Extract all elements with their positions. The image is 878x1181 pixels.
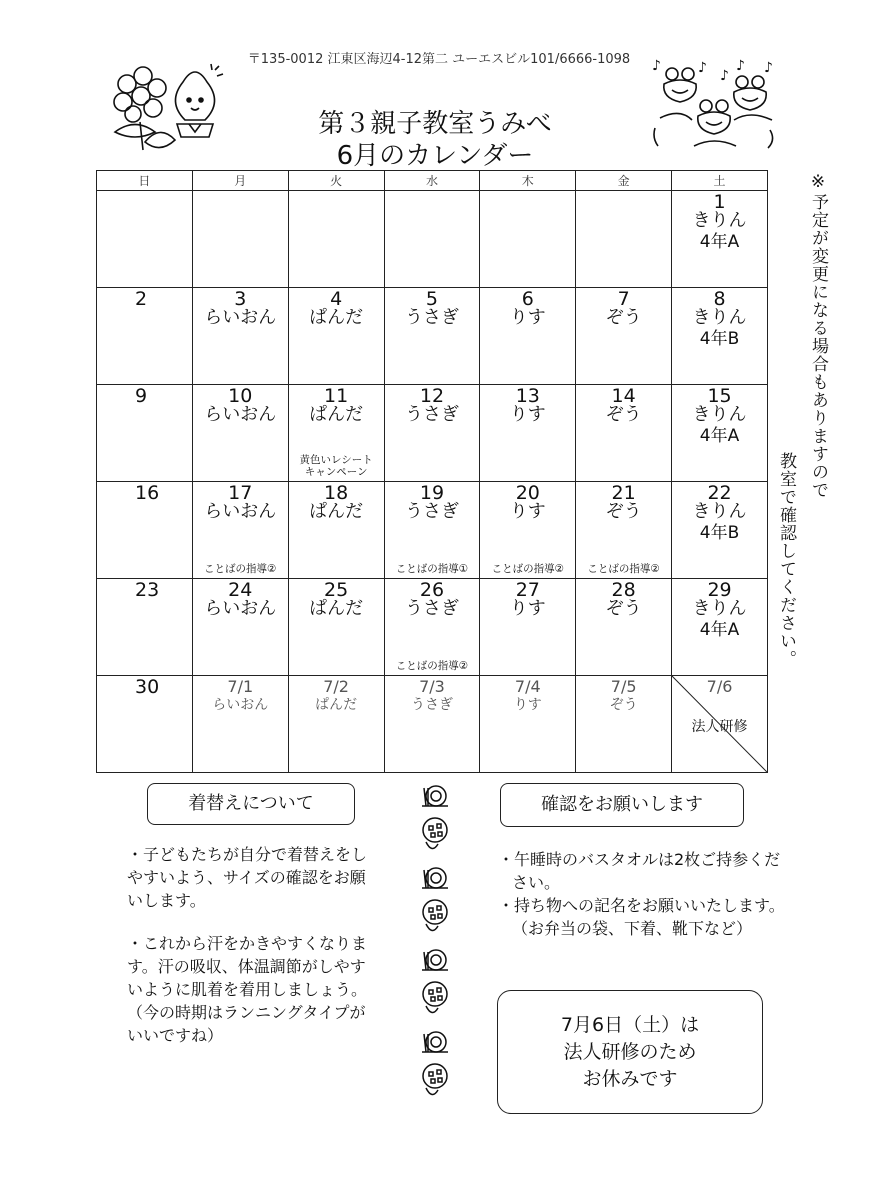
calendar-week-row [97, 385, 768, 482]
calendar-day-cell [288, 385, 384, 482]
class-name: りす [509, 598, 546, 619]
hydrangea-character-illustration [105, 62, 230, 157]
calendar-day-cell [192, 482, 288, 579]
class-name: ぞう [605, 598, 642, 619]
day-number: 25 [324, 579, 349, 601]
svg-text:♪: ♪ [652, 58, 661, 74]
calendar-day-cell [384, 676, 480, 773]
calendar-day-cell [576, 482, 672, 579]
calendar-day-cell [672, 385, 768, 482]
calendar-day-cell [192, 385, 288, 482]
class-name: らいおん [204, 404, 277, 425]
cell-note: ことばの指導② [395, 660, 469, 672]
day-number: 19 [419, 482, 445, 504]
day-number: 27 [515, 579, 540, 601]
class-name: ぱんだ [315, 697, 358, 713]
class-name: きりん [692, 501, 747, 522]
class-name: ぞう [605, 307, 642, 328]
calendar-week-row [97, 579, 768, 676]
snail-icon [418, 1024, 452, 1056]
day-number: 11 [324, 385, 349, 407]
weekday-thu: 木 [480, 171, 576, 191]
class-name: らいおん [204, 501, 277, 522]
confirm-in-class-note: 教室で確認してください。 [776, 452, 796, 668]
day-number: 29 [707, 579, 732, 601]
snail-icon [418, 860, 452, 892]
calendar-week-row [97, 191, 768, 288]
class-name: きりん [692, 210, 747, 231]
calendar-day-cell [576, 579, 672, 676]
calendar-day-cell [672, 288, 768, 385]
class-name: うさぎ [404, 404, 459, 425]
schedule-change-note: ※予定が変更になる場合もありますので [808, 172, 828, 499]
grade-label: 4年A [699, 620, 740, 640]
svg-text:♪: ♪ [720, 68, 729, 84]
day-number: 28 [611, 579, 636, 601]
class-name: ぱんだ [309, 307, 364, 328]
day-number: 3 [234, 288, 247, 310]
day-number: 16 [135, 482, 160, 504]
calendar-day-cell [97, 191, 193, 288]
hydrangea-icon [418, 1062, 452, 1100]
calendar-day-cell [672, 676, 768, 773]
calendar-table [96, 170, 768, 773]
calendar-day-cell [192, 579, 288, 676]
calendar-day-cell [480, 676, 576, 773]
class-name: ぞう [605, 404, 642, 425]
changing-clothes-paragraph-2: ・これから汗をかきやすくなります。汗の吸収、体温調節がしやすいように肌着を着用しましょう。（今の時期はランニングタイプがいいですね） [127, 934, 368, 1045]
calendar-day-cell [384, 191, 480, 288]
class-name: らいおん [204, 307, 277, 328]
calendar-week-row [97, 482, 768, 579]
title-line-2: 6月のカレンダー [336, 141, 534, 171]
svg-text:♪: ♪ [698, 60, 707, 76]
day-number: 15 [707, 385, 732, 407]
calendar-day-cell [576, 385, 672, 482]
day-number: 26 [419, 579, 445, 601]
day-number: 7/3 [419, 677, 445, 696]
day-number: 30 [135, 676, 160, 698]
day-number: 8 [713, 288, 726, 310]
day-number: 6 [521, 288, 534, 310]
class-name: ぞう [605, 501, 642, 522]
class-name: りす [509, 404, 546, 425]
day-number: 17 [228, 482, 253, 504]
snail-icon [418, 778, 452, 810]
hydrangea-icon [418, 898, 452, 936]
day-number: 18 [324, 482, 349, 504]
class-name: ぱんだ [309, 404, 364, 425]
day-number: 23 [135, 579, 160, 601]
day-number: 7 [617, 288, 630, 310]
class-name: りす [509, 307, 546, 328]
day-number: 7/6 [706, 677, 733, 696]
class-name: きりん [692, 598, 747, 619]
grade-label: 4年A [699, 232, 740, 252]
confirm-item-towel: ・午睡時のバスタオルは2枚ご持参ください。 [498, 850, 781, 892]
calendar-day-cell [672, 579, 768, 676]
please-confirm-heading: 確認をお願いします [500, 783, 744, 827]
day-number: 12 [419, 385, 445, 407]
calendar-day-cell [384, 482, 480, 579]
calendar-day-cell [672, 482, 768, 579]
weekday-tue: 火 [288, 171, 384, 191]
calendar-day-cell [97, 579, 193, 676]
calendar-day-cell [480, 579, 576, 676]
cell-note: 黄色いレシート キャンペーン [299, 454, 373, 478]
cell-cross-line [672, 676, 767, 772]
class-name: うさぎ [404, 307, 459, 328]
weekday-wed: 水 [384, 171, 480, 191]
calendar-day-cell [288, 191, 384, 288]
class-name: らいおん [204, 598, 277, 619]
calendar-body [97, 191, 768, 773]
day-number: 7/5 [610, 677, 637, 696]
day-number: 9 [135, 385, 148, 407]
day-number: 14 [611, 385, 636, 407]
day-number: 20 [515, 482, 540, 504]
page-title [250, 108, 620, 172]
grade-label: 4年B [699, 523, 740, 543]
snail-icon [418, 942, 452, 974]
calendar-day-cell [480, 482, 576, 579]
class-name: ぱんだ [309, 501, 364, 522]
weekday-sat: 土 [672, 171, 768, 191]
calendar-week-row [97, 288, 768, 385]
event-label: 法人研修 [691, 719, 748, 735]
hydrangea-icon [418, 980, 452, 1018]
day-number: 22 [707, 482, 732, 504]
grade-label: 4年B [699, 329, 740, 349]
decorative-divider [412, 778, 458, 1106]
svg-text:♪: ♪ [736, 58, 745, 74]
calendar-day-cell [97, 482, 193, 579]
confirm-item-names: ・持ち物への記名をお願いいたします。（お弁当の袋、下着、靴下など） [498, 896, 785, 938]
cell-note: ことばの指導① [395, 563, 469, 575]
class-name: りす [513, 697, 542, 713]
class-name: りす [509, 501, 546, 522]
class-name: ぱんだ [309, 598, 364, 619]
class-name: うさぎ [410, 697, 453, 713]
calendar-day-cell [192, 676, 288, 773]
calendar-week-row [97, 676, 768, 773]
day-number: 7/4 [514, 677, 541, 696]
calendar-day-cell [288, 482, 384, 579]
day-number: 10 [228, 385, 253, 407]
calendar-day-cell [97, 288, 193, 385]
calendar-day-cell [192, 288, 288, 385]
day-number: 21 [611, 482, 636, 504]
calendar-day-cell [384, 385, 480, 482]
closure-notice-text: 7月6日（土）は 法人研修のため お休みです [560, 1013, 700, 1090]
please-confirm-list [498, 848, 788, 940]
calendar-day-cell [97, 385, 193, 482]
calendar-day-cell [672, 191, 768, 288]
day-number: 13 [515, 385, 540, 407]
day-number: 5 [425, 288, 438, 310]
grade-label: 4年A [699, 426, 740, 446]
weekday-mon: 月 [192, 171, 288, 191]
calendar-day-cell [97, 676, 193, 773]
calendar-day-cell [480, 288, 576, 385]
calendar-day-cell [576, 191, 672, 288]
calendar-day-cell [480, 191, 576, 288]
class-name: うさぎ [404, 501, 459, 522]
day-number: 4 [330, 288, 343, 310]
weekday-fri: 金 [576, 171, 672, 191]
calendar-day-cell [480, 385, 576, 482]
calendar-day-cell [576, 676, 672, 773]
class-name: きりん [692, 307, 747, 328]
hydrangea-icon [418, 816, 452, 854]
cell-note: ことばの指導② [491, 563, 564, 575]
day-number: 2 [135, 288, 148, 310]
weekday-header-row [97, 171, 768, 191]
cell-note: ことばの指導② [204, 563, 277, 575]
changing-clothes-heading: 着替えについて [147, 783, 355, 825]
calendar-day-cell [288, 579, 384, 676]
frogs-illustration [650, 58, 780, 163]
calendar-day-cell [576, 288, 672, 385]
closure-notice-box [497, 990, 763, 1114]
class-name: きりん [692, 404, 747, 425]
class-name: ぞう [609, 697, 638, 713]
changing-clothes-paragraph-1: ・子どもたちが自分で着替えをしやすいよう、サイズの確認をお願いします。 [127, 845, 368, 910]
address-line: 〒135-0012 江東区海辺4-12第二 ユーエスビル101/6666-1098 [247, 52, 631, 67]
calendar-day-cell [288, 676, 384, 773]
calendar-day-cell [288, 288, 384, 385]
weekday-sun: 日 [97, 171, 193, 191]
day-number: 1 [713, 191, 726, 213]
calendar-day-cell [384, 579, 480, 676]
day-number: 24 [228, 579, 253, 601]
calendar-day-cell [192, 191, 288, 288]
class-name: うさぎ [404, 598, 459, 619]
day-number: 7/2 [323, 677, 349, 696]
calendar-day-cell [384, 288, 480, 385]
cell-note: ことばの指導② [587, 563, 660, 575]
title-line-1: 第３親子教室うみべ [318, 109, 552, 139]
svg-text:♪: ♪ [764, 60, 773, 76]
day-number: 7/1 [227, 677, 254, 696]
class-name: らいおん [212, 697, 269, 713]
